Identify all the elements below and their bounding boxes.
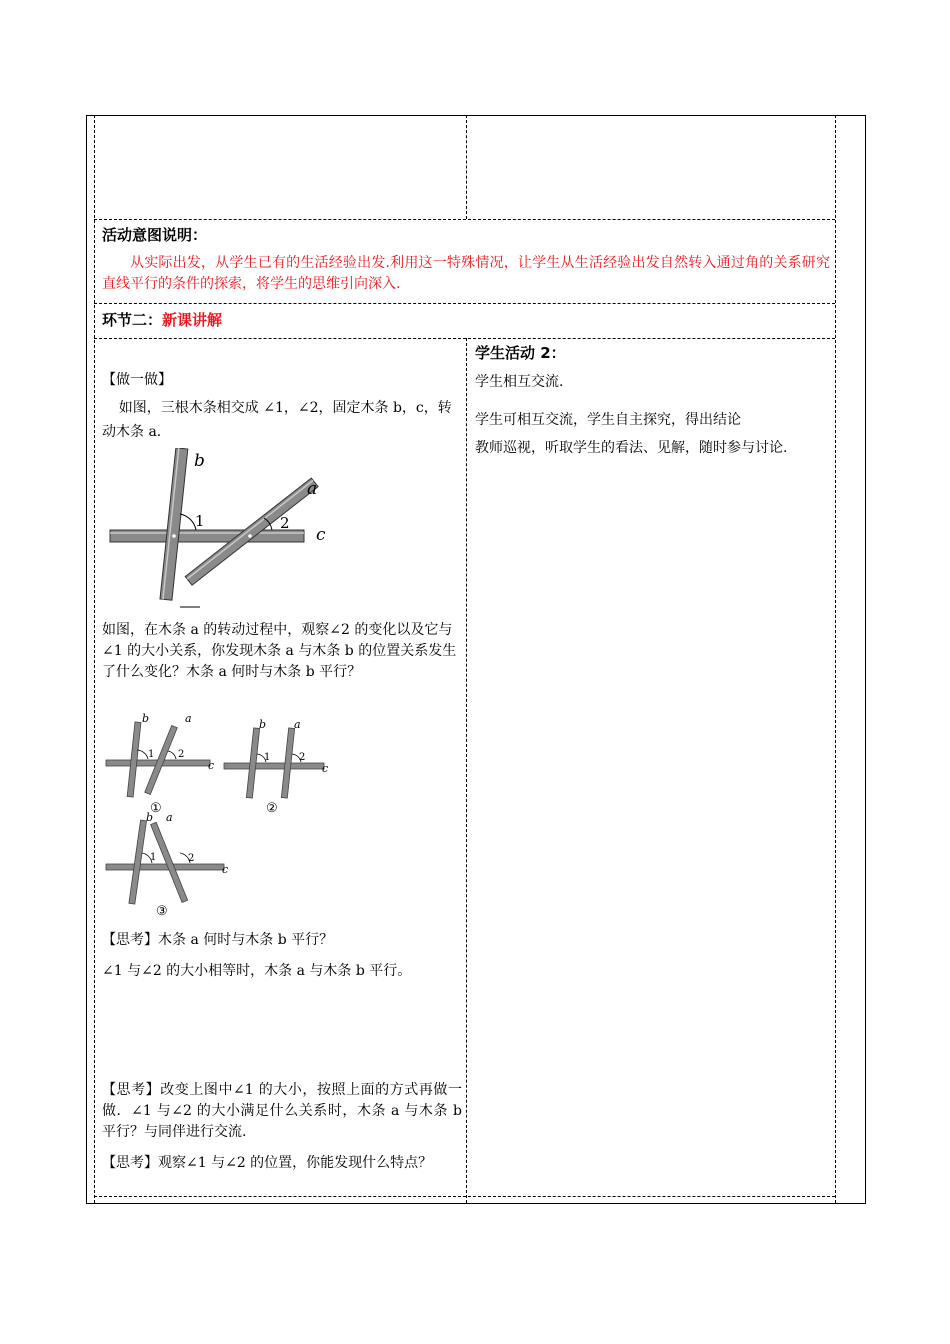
fig3-label-2: 2	[188, 853, 195, 864]
border-top	[86, 115, 866, 116]
fig3-label-a: a	[166, 811, 173, 824]
label-c: c	[316, 525, 326, 545]
column-divider-top	[466, 115, 467, 219]
fig3-caption: ③	[156, 904, 168, 919]
section-heading-title: 新课讲解	[162, 311, 223, 329]
strip-b	[160, 448, 188, 600]
think-1: 【思考】木条 a 何时与木条 b 平行？	[102, 932, 334, 948]
border-bottom	[86, 1203, 866, 1204]
activity-intent-body: 从实际出发，从学生已有的生活经验出发.利用这一特殊情况，让学生从生活经验出发自然转入通过角的关系研究直线平行的条件的探索，将学生的思维引向深入.	[102, 255, 830, 292]
label-2: 2	[280, 514, 290, 532]
fig2-label-2: 2	[299, 752, 306, 763]
student-activity-p2: 学生可相互交流，学生自主探究，得出结论	[475, 412, 741, 428]
column-divider-main	[466, 338, 467, 1203]
fig1-caption: ①	[150, 801, 162, 815]
student-activity-p3: 教师巡视，听取学生的看法、见解，随时参与讨论.	[475, 440, 788, 456]
fig1-label-a: a	[185, 712, 192, 725]
think-2: 【思考】改变上图中∠1 的大小，按照上面的方式再做一做．∠1 与∠2 的大小满足什么关系时，木条 a 与木条 b 平行？与同伴进行交流.	[102, 1082, 462, 1140]
fig1-label-2: 2	[178, 749, 185, 760]
small-figure-2	[222, 716, 332, 816]
activity-intent-heading: 活动意图说明：	[102, 226, 208, 244]
inner-left-rule	[94, 115, 95, 1203]
small-figure-3	[104, 810, 229, 920]
pivot-2	[248, 534, 252, 538]
fig2-label-b: b	[259, 718, 267, 731]
fig2-label-c: c	[322, 762, 329, 775]
strip-c	[110, 530, 304, 542]
label-a: a	[307, 479, 318, 499]
row-rule-2	[94, 303, 835, 304]
think-3: 【思考】观察∠1 与∠2 的位置，你能发现什么特点？	[102, 1155, 433, 1171]
row-rule-1	[94, 219, 835, 220]
border-right	[865, 115, 866, 1204]
section-heading-prefix: 环节二：	[102, 311, 163, 329]
wooden-strips-figure	[100, 448, 350, 610]
fig3-label-c: c	[222, 863, 229, 876]
fig2-caption: ②	[266, 801, 278, 816]
small-figure-1	[104, 710, 216, 815]
do-intro: 如图，三根木条相交成 ∠1，∠2，固定木条 b，c，转动木条 a.	[102, 400, 452, 440]
answer-1: ∠1 与∠2 的大小相等时，木条 a 与木条 b 平行。	[102, 963, 412, 979]
student-activity-title: 学生活动 2：	[475, 344, 566, 362]
fig3-label-b: b	[146, 811, 154, 824]
fig3-label-1: 1	[150, 852, 157, 863]
fig1-label-b: b	[142, 712, 150, 725]
rotation-question: 如图，在木条 a 的转动过程中，观察∠2 的变化以及它与∠1 的大小关系，你发现木条 a 与木条 b 的位置关系发生了什么变化？木条 a 何时与木条 b 平行？	[102, 622, 457, 680]
student-activity-p1: 学生相互交流.	[475, 374, 564, 390]
inner-right-rule	[835, 115, 836, 1203]
fig2-label-a: a	[294, 718, 301, 731]
fig1-label-1: 1	[148, 749, 155, 760]
border-left	[86, 115, 87, 1204]
pivot-1	[172, 534, 176, 538]
do-title: 【做一做】	[102, 372, 172, 388]
label-1: 1	[195, 512, 205, 530]
row-rule-4	[94, 1196, 835, 1197]
angle-1-arc	[180, 514, 196, 530]
fig1-label-c: c	[208, 759, 215, 772]
label-b: b	[194, 451, 205, 471]
fig2-label-1: 1	[264, 752, 271, 763]
row-rule-3	[94, 338, 835, 339]
section-heading	[102, 310, 222, 330]
